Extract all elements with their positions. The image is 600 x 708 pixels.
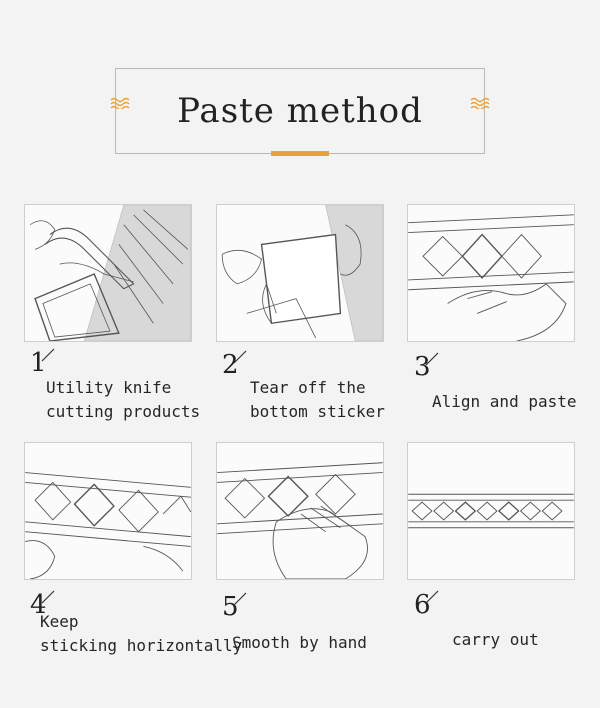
step-caption-line: Tear off the <box>250 378 366 397</box>
step-caption-line: carry out <box>452 630 539 649</box>
utility-knife-cutting-image <box>24 204 192 342</box>
tear-off-sticker-image <box>216 204 384 342</box>
step-caption-line: Keep <box>40 612 79 631</box>
page-title: Paste method <box>177 91 423 131</box>
step-number: 2 <box>222 350 239 380</box>
stick-horizontally-image <box>24 442 192 580</box>
step-caption-line: cutting products <box>46 402 201 421</box>
step-slash-icon <box>424 352 440 366</box>
step-caption-line: sticking horizontally <box>40 636 243 655</box>
step-number: 6 <box>414 590 431 620</box>
step-caption-line: Align and paste <box>432 392 577 411</box>
smooth-by-hand-image <box>216 442 384 580</box>
title-frame <box>115 68 485 154</box>
step-slash-icon <box>424 590 440 604</box>
step-number: 3 <box>414 352 431 382</box>
finished-border-image <box>407 442 575 580</box>
step-slash-icon <box>40 348 56 362</box>
step-caption-line: Smooth by hand <box>232 633 367 652</box>
step-slash-icon <box>40 590 56 604</box>
step-number: 4 <box>30 590 47 620</box>
step-number: 1 <box>30 348 47 378</box>
title-underline <box>271 151 329 156</box>
step-slash-icon <box>232 350 248 364</box>
step-slash-icon <box>232 592 248 606</box>
step-number: 5 <box>222 592 239 622</box>
wave-ornament-icon <box>468 97 490 109</box>
step-caption-line: bottom sticker <box>250 402 385 421</box>
align-and-paste-image <box>407 204 575 342</box>
step-caption-line: Utility knife <box>46 378 172 397</box>
